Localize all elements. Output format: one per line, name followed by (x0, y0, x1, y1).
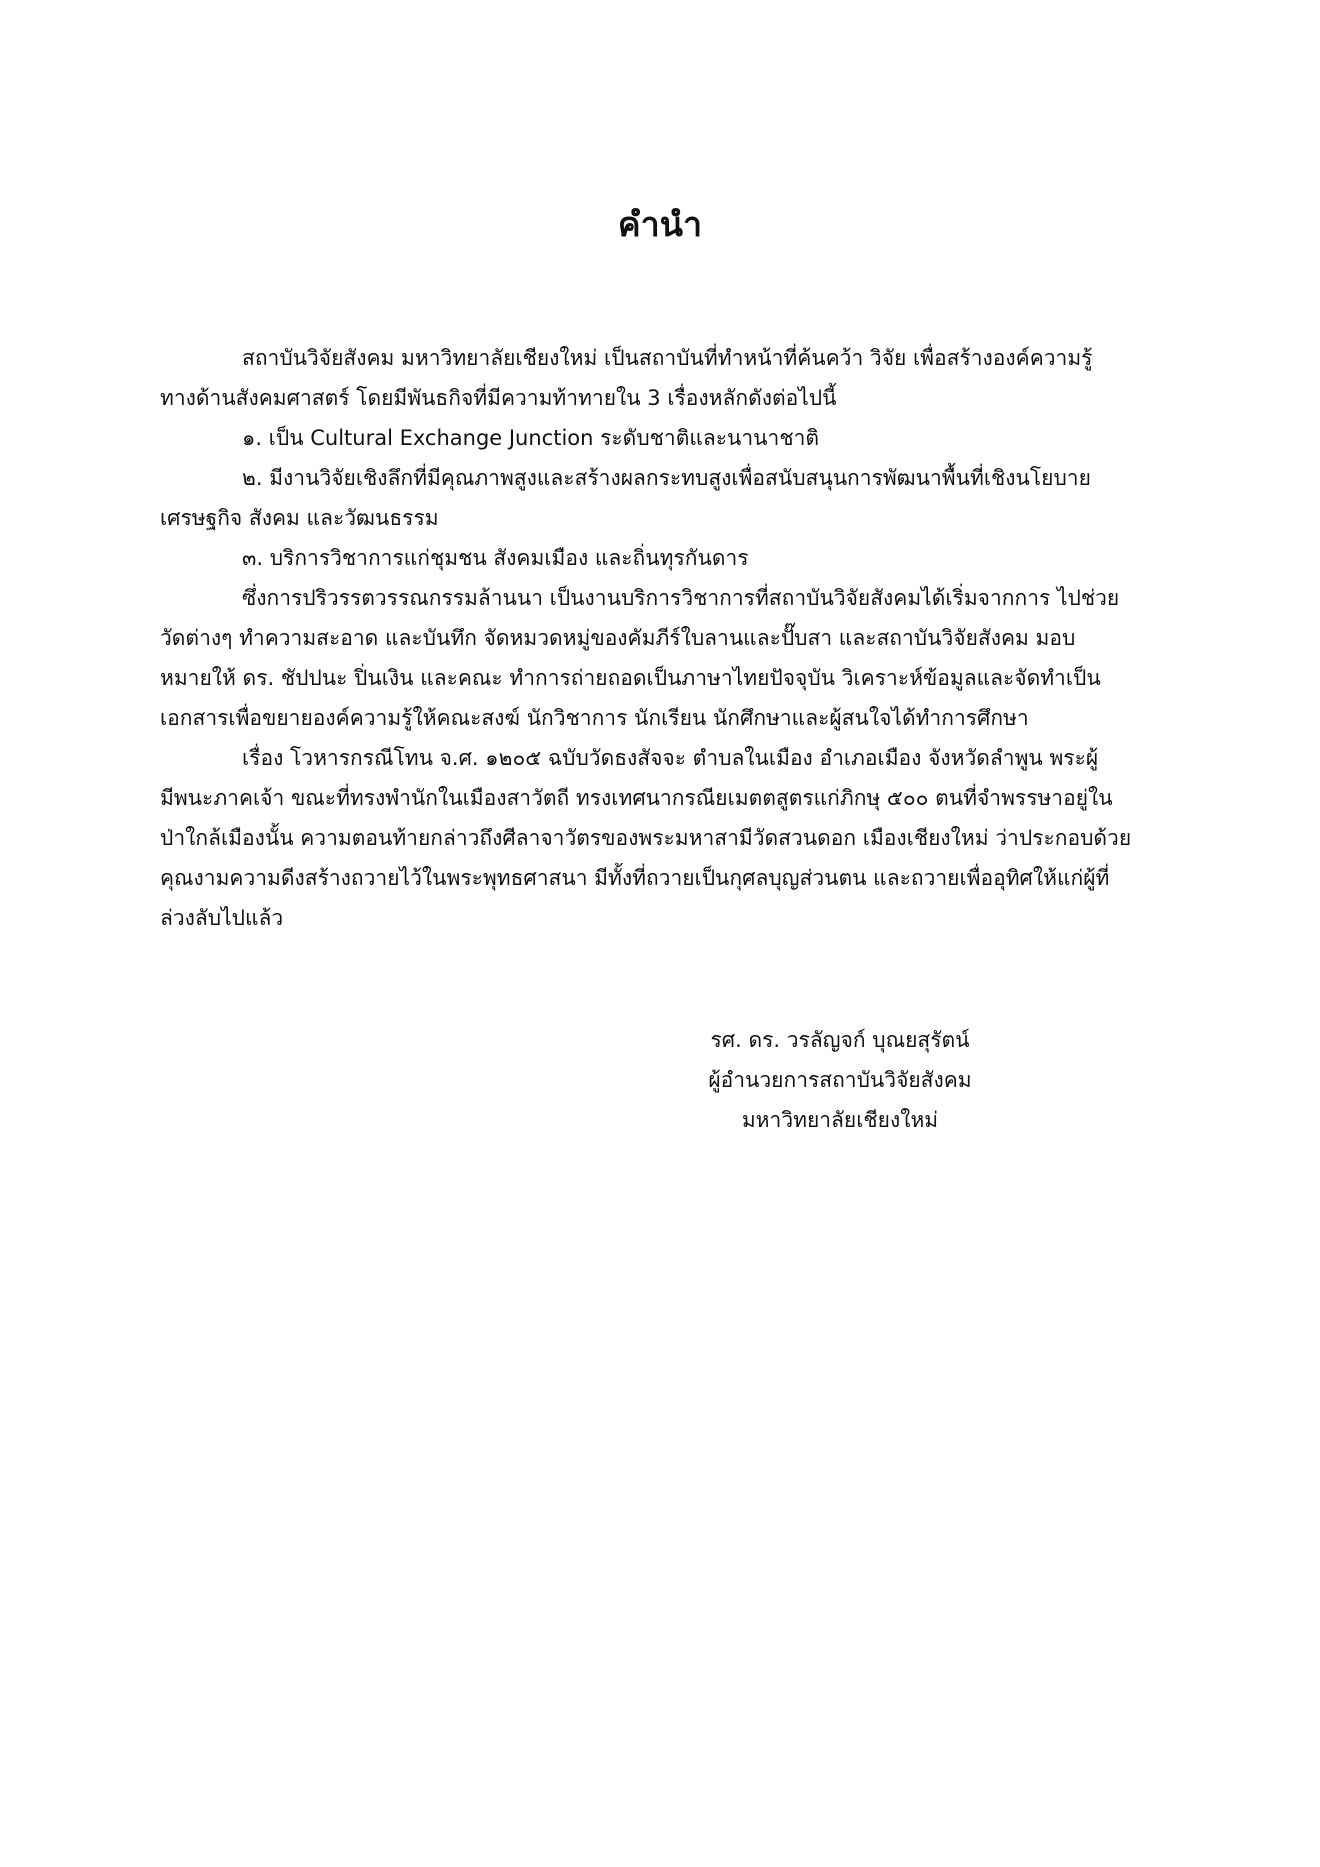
paragraph-line: วัดต่างๆ ทำความสะอาด และบันทึก จัดหมวดหมู่ของคัมภีร์ใบลานและปั๊บสา และสถาบันวิจัยสังคม มอบ (160, 626, 1076, 650)
paragraph-line: เอกสารเพื่อขยายองค์ความรู้ให้คณะสงฆ์ นักวิชาการ นักเรียน นักศึกษาและผู้สนใจได้ทำการศึกษา (160, 706, 1029, 730)
mission-item-2: ๒. มีงานวิจัยเชิงลึกที่มีคุณภาพสูงและสร้างผลกระทบสูงเพื่อสนับสนุนการพัฒนาพื้นที่เชิงนโยบาย (242, 466, 1091, 490)
signature-block (640, 1020, 1040, 1140)
paragraph-line: มีพนะภาคเจ้า ขณะที่ทรงพำนักในเมืองสาวัตถี ทรงเทศนากรณียเมตตสูตรแก่ภิกษุ ๕๐๐ ตนที่จำพรรษาอยู่ใน (160, 786, 1113, 810)
signatory-name: รศ. ดร. วรลัญจก์ บุณยสุรัตน์ (710, 1028, 970, 1052)
paragraph-line: เรื่อง โวหารกรณีโทน จ.ศ. ๑๒๐๕ ฉบับวัดธงสัจจะ ตำบลในเมือง อำเภอเมือง จังหวัดลำพูน พระผู้ (242, 746, 1099, 770)
paragraph-line: ป่าใกล้เมืองนั้น ความตอนท้ายกล่าวถึงศีลาจาวัตรของพระมหาสามีวัดสวนดอก เมืองเชียงใหม่ ว่าประกอบด้วย (160, 826, 1132, 850)
paragraph-line: คุณงามความดีงสร้างถวายไว้ในพระพุทธศาสนา มีทั้งที่ถวายเป็นกุศลบุญส่วนตน และถวายเพื่ออุทิศให้แก่ผู้ที่ (160, 866, 1110, 890)
signatory-position: ผู้อำนวยการสถาบันวิจัยสังคม (708, 1068, 972, 1092)
mission-item-3: ๓. บริการวิชาการแก่ชุมชน สังคมเมือง และถิ่นทุรกันดาร (242, 546, 749, 570)
preface-body (160, 338, 1170, 938)
paragraph-line: สถาบันวิจัยสังคม มหาวิทยาลัยเชียงใหม่ เป็นสถาบันที่ทำหน้าที่ค้นคว้า วิจัย เพื่อสร้างองค์ความรู้ (242, 346, 1093, 370)
mission-item-1: ๑. เป็น Cultural Exchange Junction ระดับชาติและนานาชาติ (242, 426, 819, 450)
signatory-organization: มหาวิทยาลัยเชียงใหม่ (741, 1108, 939, 1132)
paragraph-line: ซึ่งการปริวรรตวรรณกรรมล้านนา เป็นงานบริการวิชาการที่สถาบันวิจัยสังคมได้เริ่มจากการ ไปช่วย (242, 586, 1120, 610)
paragraph-line: หมายให้ ดร. ชัปปนะ ปิ่นเงิน และคณะ ทำการถ่ายถอดเป็นภาษาไทยปัจจุบัน วิเคราะห์ข้อมูลและจัดทำเป็น (160, 666, 1101, 690)
paragraph-line: ทางด้านสังคมศาสตร์ โดยมีพันธกิจที่มีความท้าทายใน 3 เรื่องหลักดังต่อไปนี้ (160, 386, 837, 410)
page-title: คำนำ (617, 205, 703, 245)
paragraph-line: เศรษฐกิจ สังคม และวัฒนธรรม (160, 506, 439, 530)
paragraph-line: ล่วงลับไปแล้ว (160, 906, 284, 930)
